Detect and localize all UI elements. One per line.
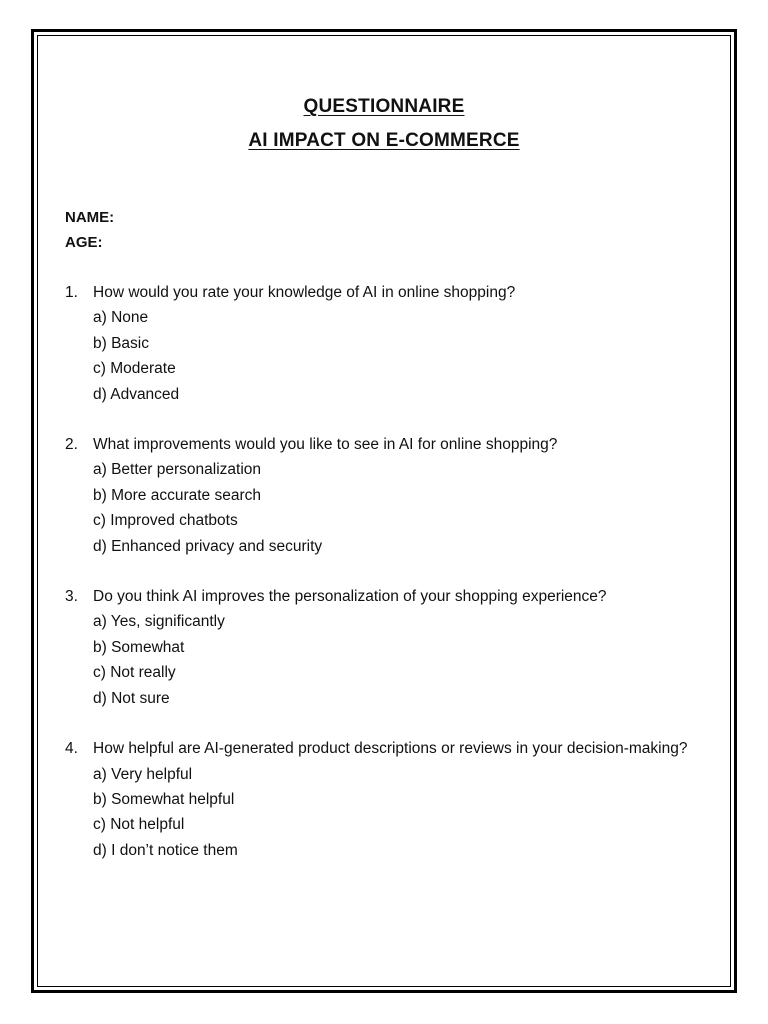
question-3 bbox=[65, 584, 705, 711]
answer-option: d) Not sure bbox=[93, 689, 170, 707]
question-2 bbox=[65, 432, 705, 559]
answer-option: a) Better personalization bbox=[93, 461, 262, 479]
question-4 bbox=[65, 736, 705, 863]
answer-option: a) None bbox=[93, 309, 149, 327]
name-field-label: NAME: bbox=[65, 209, 115, 226]
answer-option: b) Somewhat bbox=[93, 638, 185, 656]
document-subtitle: AI IMPACT ON E-COMMERCE bbox=[248, 130, 520, 151]
answer-option: a) Yes, significantly bbox=[93, 613, 225, 631]
answer-option: b) More accurate search bbox=[93, 486, 261, 504]
age-field-label: AGE: bbox=[65, 234, 103, 251]
question-number: 2. bbox=[65, 436, 78, 454]
answer-option: b) Basic bbox=[93, 334, 149, 352]
answer-option: d) Advanced bbox=[93, 385, 180, 403]
answer-option: c) Not helpful bbox=[93, 816, 185, 834]
question-text: How would you rate your knowledge of AI in online shopping? bbox=[93, 284, 516, 301]
answer-option: a) Very helpful bbox=[93, 765, 193, 783]
question-number: 3. bbox=[65, 588, 78, 606]
answer-option: c) Improved chatbots bbox=[93, 512, 238, 530]
question-text: What improvements would you like to see in AI for online shopping? bbox=[93, 436, 558, 454]
document-header bbox=[0, 90, 768, 158]
question-number: 1. bbox=[65, 284, 78, 301]
question-text: Do you think AI improves the personalization of your shopping experience? bbox=[93, 588, 607, 606]
question-text: How helpful are AI-generated product descriptions or reviews in your decision-making? bbox=[93, 740, 688, 758]
document-title: QUESTIONNAIRE bbox=[303, 96, 465, 117]
question-list bbox=[65, 280, 705, 888]
question-number: 4. bbox=[65, 740, 78, 758]
answer-option: d) I don’t notice them bbox=[93, 841, 238, 859]
answer-option: b) Somewhat helpful bbox=[93, 790, 235, 808]
question-1 bbox=[65, 280, 705, 407]
answer-option: c) Not really bbox=[93, 664, 176, 682]
answer-option: d) Enhanced privacy and security bbox=[93, 537, 323, 555]
respondent-fields bbox=[65, 205, 114, 255]
answer-option: c) Moderate bbox=[93, 360, 176, 378]
